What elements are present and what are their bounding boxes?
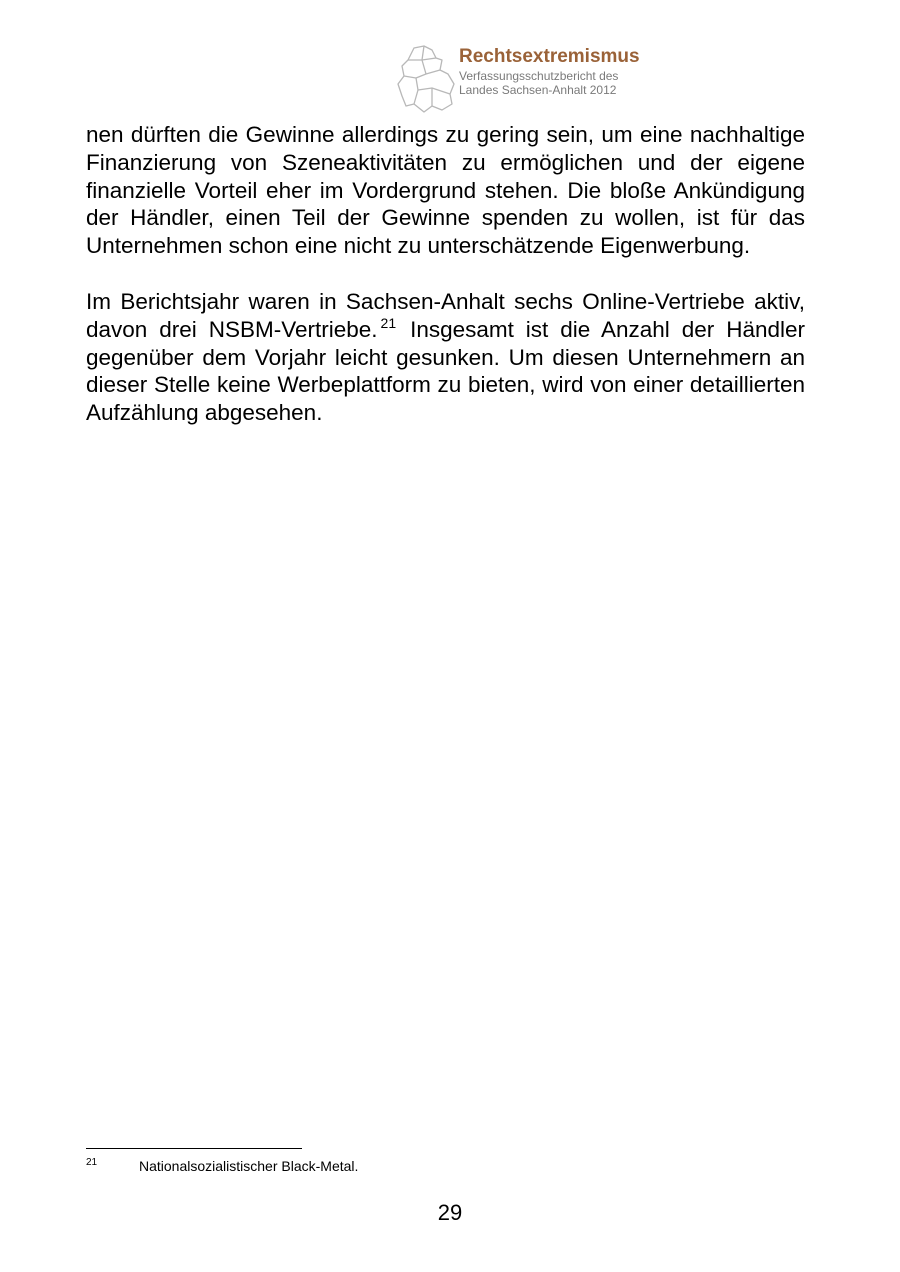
header-title: Rechtsextremismus [459, 46, 640, 67]
body-text [86, 121, 805, 427]
paragraph-2 [86, 288, 805, 427]
page-header [396, 44, 696, 116]
footnote-text: Nationalsozialistischer Black-Metal. [139, 1158, 359, 1174]
footnote-divider [86, 1148, 302, 1149]
paragraph-2-text-after: Insgesamt ist die Anzahl der Händler gegenüber dem Vorjahr leicht gesunken. Um diesen Unternehmern an dieser Stelle keine Werbeplattform zu bieten, wird von einer detaillierten Aufzählung abgesehen. [86, 316, 805, 426]
footnote-number: 21 [86, 1157, 98, 1168]
map-district-line [404, 70, 440, 78]
page-number: 29 [437, 1200, 463, 1225]
paragraph-2-text-before: Im Berichtsjahr waren in Sachsen-Anhalt sechs Online-Vertriebe aktiv, davon drei NSBM-Vertriebe. [86, 288, 805, 342]
paragraph-1: nen dürften die Gewinne allerdings zu gering sein, um eine nachhaltige Finanzierung von Szeneaktivitäten zu ermöglichen und der eigene finanzielle Vorteil eher im Vordergrund stehen. Die bloße Ankündigung der Händler, einen Teil der Gewinne spenden zu wollen, ist für das Unternehmen schon eine nicht zu unterschätzende Eigenwerbung. [86, 122, 805, 259]
header-subtitle-line1: Verfassungsschutzbericht des [459, 69, 619, 83]
map-district-line [414, 90, 418, 104]
map-district-line [416, 78, 450, 94]
saxony-anhalt-map-icon [396, 44, 458, 114]
header-subtitle-line2: Landes Sachsen-Anhalt 2012 [459, 83, 617, 97]
map-outline [398, 46, 454, 112]
footnote [86, 1157, 786, 1179]
footnote-reference[interactable]: 21 [380, 314, 397, 331]
